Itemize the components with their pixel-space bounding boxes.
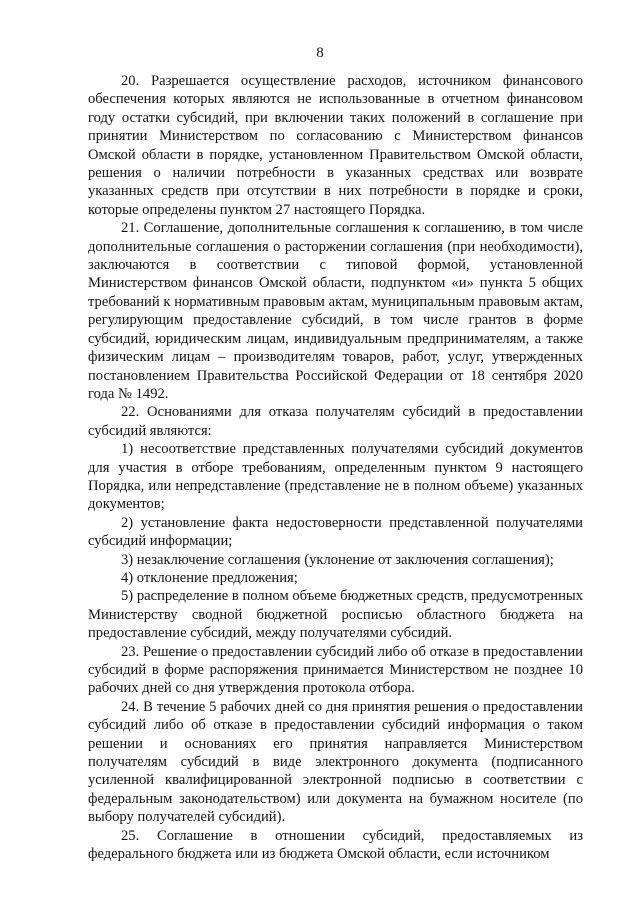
paragraph-22: 22. Основаниями для отказа получателям субсидий в предоставлении субсидий являются: (88, 404, 583, 439)
paragraph-25: 25. Соглашение в отношении субсидий, предоставляемых из федерального бюджета или из бюджета Омской области, если источником (88, 827, 583, 863)
paragraph-24: 24. В течение 5 рабочих дней со дня принятия решения о предоставлении субсидий либо об отказе в предоставлении субсидий информация о таком решении и основаниях его принятия направляется Министерством получателям субсидий в виде электронного документа (подписанного усиленной квалифицированной электронной подписью в соответствии с федеральным законодательством) или документа на бумажном носителе (по выбору получателей субсидий). (88, 698, 583, 826)
list-item-3: 3) незаключение соглашения (уклонение от заключения соглашения); (121, 551, 554, 568)
list-item-2: 2) установление факта недостоверности представленной получателями субсидий информации; (88, 514, 583, 550)
paragraph-23: 23. Решение о предоставлении субсидий либо об отказе в предоставлении субсидий в форме распоряжения принимается Министерством не позднее 10 рабочих дней со дня утверждения протокола отбора. (88, 643, 583, 697)
list-item-5: 5) распределение в полном объеме бюджетных средств, предусмотренных Министерству сводной бюджетной росписью областного бюджета на предоставление субсидий, между получателями субсидий. (88, 588, 583, 642)
paragraph-21: 21. Соглашение, дополнительные соглашения к соглашению, в том числе дополнительные соглашения о расторжении соглашения (при необходимости), заключаются в соответствии с типовой формой, установленной Министерством финансов Омской области, подпунктом «и» пункта 5 общих требований к нормативным правовым актам, муниципальным правовым актам, регулирующим предоставление субсидий, в том числе грантов в форме субсидий, юридическим лицам, индивидуальным предпринимателям, а также физическим лицам – производителям товаров, работ, услуг, утвержденных постановлением Правительства Российской Федерации от 18 сентября 2020 года № 1492. (88, 220, 583, 402)
list-item-1: 1) несоответствие представленных получателями субсидий документов для участия в отборе требованиям, определенным пунктом 9 настоящего Порядка, или непредставление (представление не в полном объеме) указанных документов; (88, 441, 583, 513)
list-item-4: 4) отклонение предложения; (121, 569, 298, 586)
document-body (88, 72, 583, 863)
page-number: 8 (316, 45, 324, 61)
paragraph-20: 20. Разрешается осуществление расходов, источником финансового обеспечения которых являются не использованные в отчетном финансовом году остатки субсидий, при включении таких положений в соглашение при принятии Министерством по согласованию с Министерством финансов Омской области в порядке, установленном Правительством Омской области, решения о наличии потребности в указанных средствах или возврате указанных средств при отсутствии в них потребности в порядке и сроки, которые определены пунктом 27 настоящего Порядка. (88, 73, 583, 218)
